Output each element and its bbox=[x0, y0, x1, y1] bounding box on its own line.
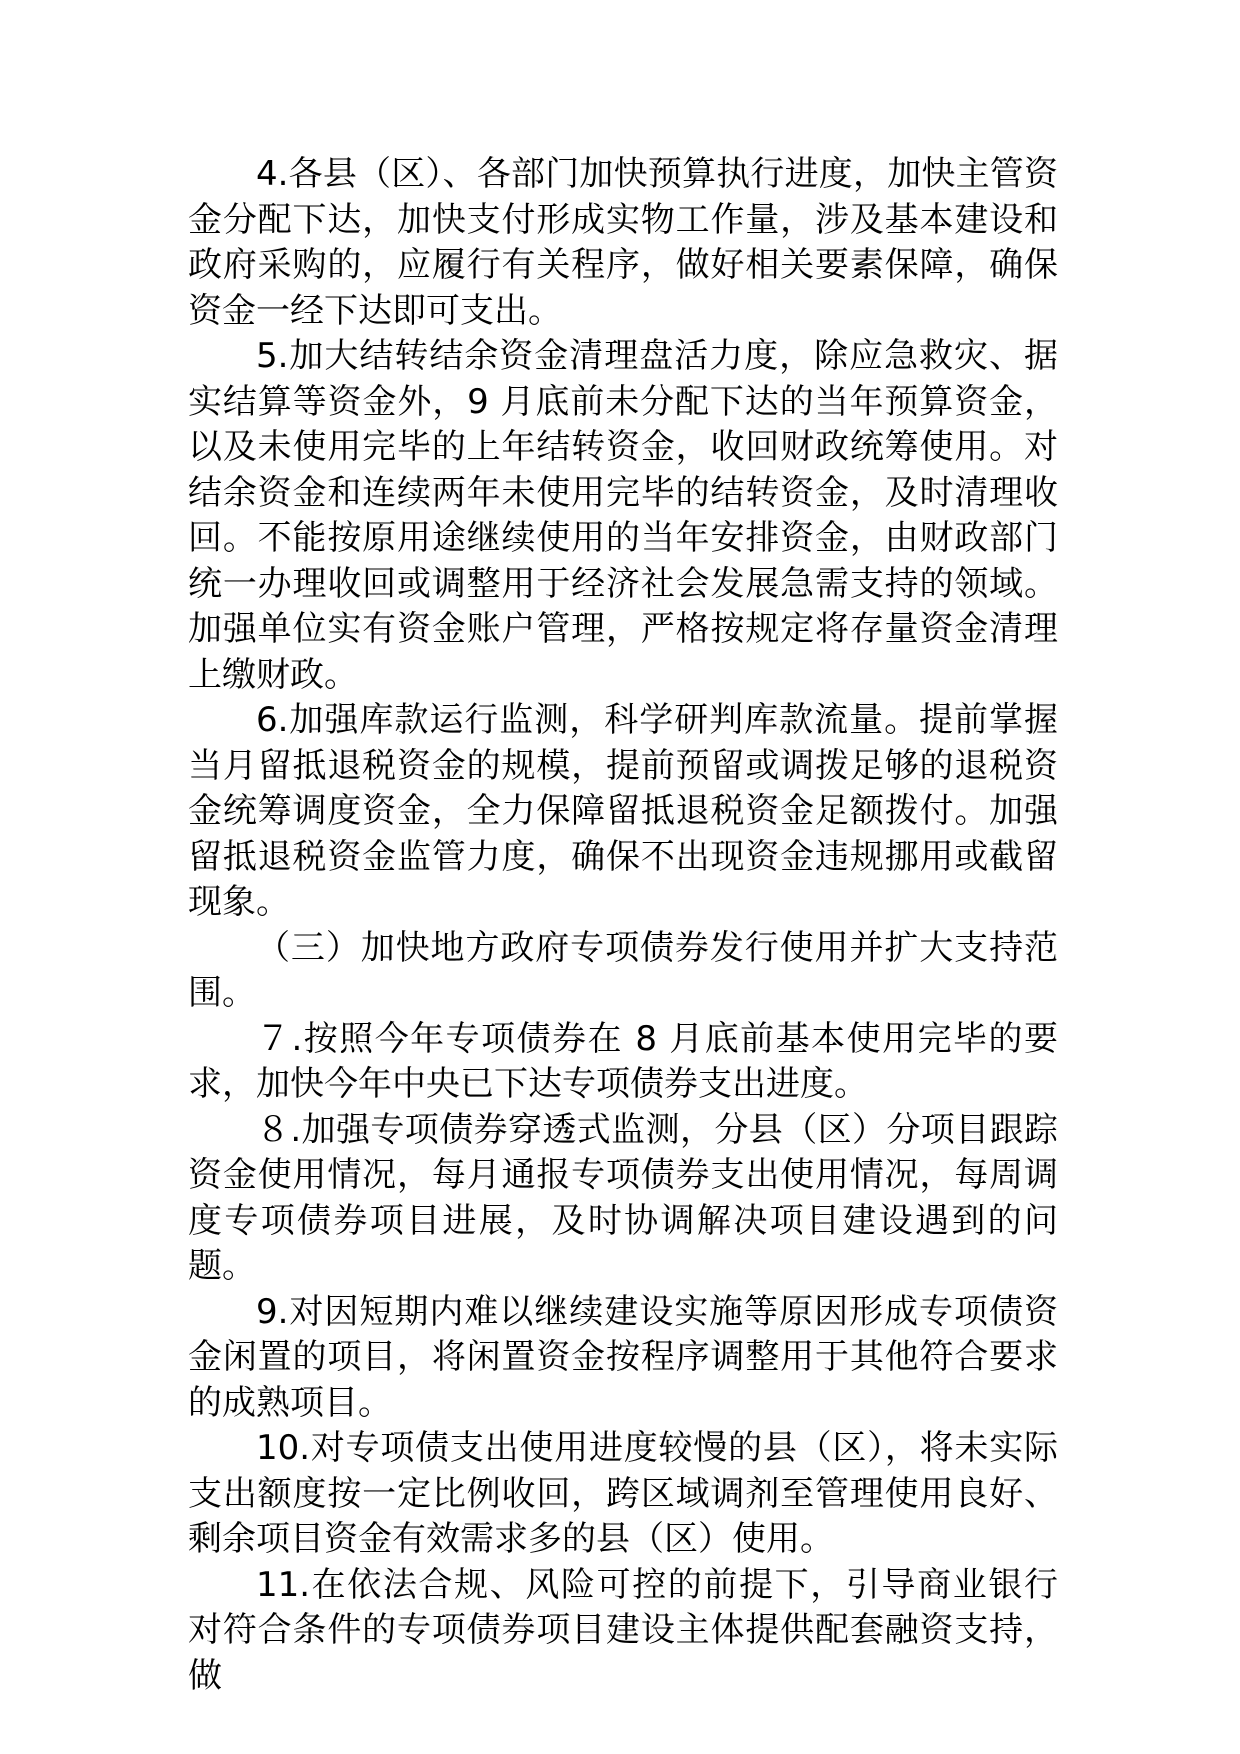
paragraph-item-8: ８.加强专项债券穿透式监测，分县（区）分项目跟踪资金使用情况，每月通报专项债券支出使用情况，每周调度专项债券项目进展，及时协调解决项目建设遇到的问题。 bbox=[188, 1109, 1058, 1286]
paragraph-item-6: 6.加强库款运行监测，科学研判库款流量。提前掌握当月留抵退税资金的规模，提前预留或调拨足够的退税资金统筹调度资金，全力保障留抵退税资金足额拨付。加强留抵退税资金监管力度，确保不出现资金违规挪用或截留现象。 bbox=[188, 700, 1058, 922]
document-body bbox=[188, 152, 1058, 1699]
paragraph-item-7: ７.按照今年专项债券在 8 月底前基本使用完毕的要求，加快今年中央已下达专项债券支出进度。 bbox=[188, 1018, 1058, 1104]
section-heading-3: （三）加快地方政府专项债券发行使用并扩大支持范围。 bbox=[188, 927, 1058, 1013]
paragraph-item-5: 5.加大结转结余资金清理盘活力度，除应急救灾、据实结算等资金外，9 月底前未分配下达的当年预算资金，以及未使用完毕的上年结转资金，收回财政统筹使用。对结余资金和连续两年未使用完毕的结转资金，及时清理收回。不能按原用途继续使用的当年安排资金，由财政部门统一办理收回或调整用于经济社会发展急需支持的领域。加强单位实有资金账户管理，严格按规定将存量资金清理上缴财政。 bbox=[188, 336, 1058, 695]
paragraph-item-9: 9.对因短期内难以继续建设实施等原因形成专项债资金闲置的项目，将闲置资金按程序调整用于其他符合要求的成熟项目。 bbox=[188, 1291, 1058, 1423]
paragraph-item-4: 4.各县（区）、各部门加快预算执行进度，加快主管资金分配下达，加快支付形成实物工作量，涉及基本建设和政府采购的，应履行有关程序，做好相关要素保障，确保资金一经下达即可支出。 bbox=[188, 154, 1058, 331]
paragraph-item-10: 10.对专项债支出使用进度较慢的县（区），将未实际支出额度按一定比例收回，跨区域调剂至管理使用良好、剩余项目资金有效需求多的县（区）使用。 bbox=[188, 1428, 1058, 1559]
paragraph-item-11: 11.在依法合规、风险可控的前提下，引导商业银行对符合条件的专项债券项目建设主体提供配套融资支持，做 bbox=[188, 1564, 1058, 1696]
